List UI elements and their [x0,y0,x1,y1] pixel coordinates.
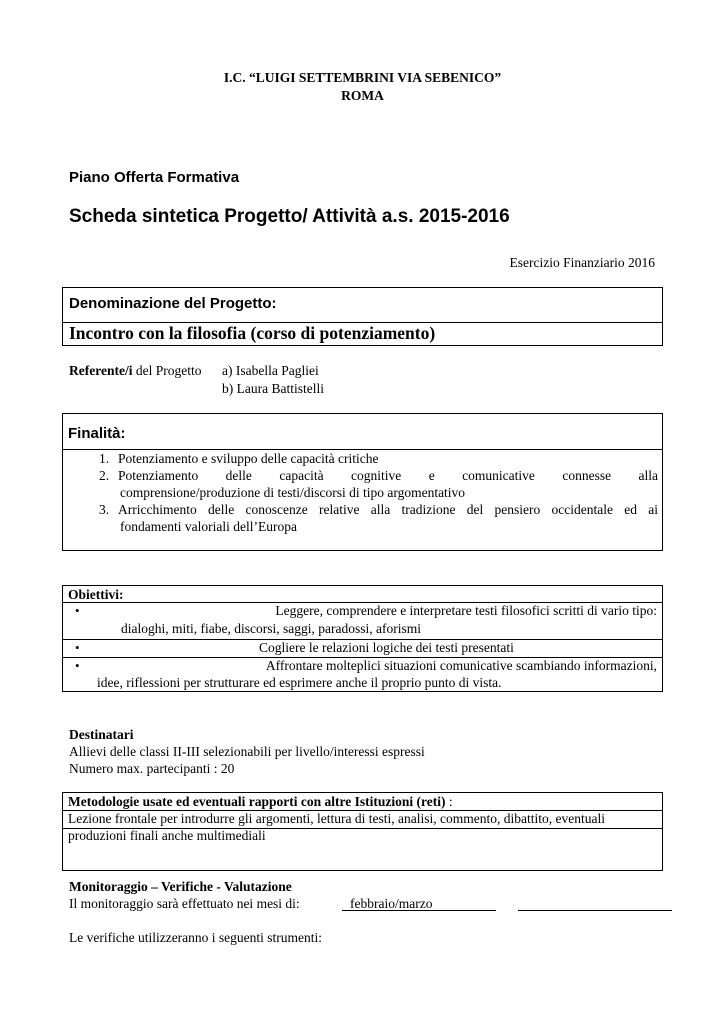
monitoraggio-months: febbraio/marzo [350,896,433,911]
finalita-item-1: Potenziamento e sviluppo delle capacità critiche [118,451,379,466]
obiettivo-1-cont: dialoghi, miti, fiabe, discorsi, saggi, paradossi, aforismi [121,621,421,636]
finalita-num-3: 3. [99,502,110,517]
school-city: ROMA [341,88,384,103]
obiettivo-3-cont: idee, riflessioni per strutturare ed esprimere anche il proprio punto di vista. [97,675,502,690]
destinatari-text: Allievi delle classi II-III selezionabili per livello/interessi espressi [69,744,425,759]
finalita-box [62,413,663,551]
metodologie-label-bold: Metodologie usate ed eventuali rapporti con altre Istituzioni (reti) [68,794,446,809]
finalita-item-3: Arricchimento delle conoscenze relative alla tradizione del pensiero occidentale ed ai [118,502,658,517]
project-label: Denominazione del Progetto: [69,295,277,312]
bullet-icon: • [75,640,80,655]
obiettivo-row-1 [63,603,662,639]
school-name: I.C. “LUIGI SETTEMBRINI VIA SEBENICO” [223,70,502,85]
referent-b: b) Laura Battistelli [222,381,324,396]
verifiche-text: Le verifiche utilizzeranno i seguenti strumenti: [69,930,323,945]
obiettivo-3: Affrontare molteplici situazioni comunicative scambiando informazioni, [265,658,657,673]
monitoraggio-months-field [342,896,496,911]
finalita-num-2: 2. [99,468,110,483]
obiettivo-1: Leggere, comprendere e interpretare testi filosofici scritti di vario tipo: [275,603,657,618]
finalita-divider [63,449,662,450]
destinatari-label: Destinatari [69,727,134,742]
metodologie-label [68,794,453,810]
monitoraggio-blank-field [518,896,672,911]
sheet-title: Scheda sintetica Progetto/ Attività a.s. 2015-2016 [69,206,510,227]
finalita-num-1: 1. [99,451,110,466]
monitoraggio-text: Il monitoraggio sarà effettuato nei mesi di: [69,896,300,911]
fiscal-year: Esercizio Finanziario 2016 [509,255,655,270]
referents-label [69,363,201,379]
monitoraggio-label: Monitoraggio – Verifiche - Valutazione [69,879,292,894]
bullet-icon: • [75,603,80,618]
obiettivi-label: Obiettivi: [68,587,124,602]
referents-label-rest: del Progetto [132,363,202,378]
finalita-item-2: Potenziamento delle capacità cognitive e comunicative connesse alla [118,468,658,483]
bullet-icon: • [75,658,80,673]
metodologie-text-cont: produzioni finali anche multimediali [68,828,266,843]
finalita-label: Finalità: [68,425,126,442]
referents-label-bold: Referente/i [69,363,133,378]
metodologie-label-suffix: : [445,794,453,809]
referent-a: a) Isabella Pagliei [222,363,319,378]
metodologie-text: Lezione frontale per introdurre gli argomenti, lettura di testi, analisi, commento, dibattito, eventuali [68,811,605,826]
obiettivo-row-3 [63,658,662,693]
plan-title: Piano Offerta Formativa [69,169,240,186]
project-name: Incontro con la filosofia (corso di potenziamento) [69,323,436,343]
metodologie-box [62,792,663,871]
obiettivi-box [62,585,663,692]
destinatari-max: Numero max. partecipanti : 20 [69,761,235,776]
obiettivo-2: Cogliere le relazioni logiche dei testi presentati [259,640,514,655]
finalita-item-2-cont: comprensione/produzione di testi/discorsi di tipo argomentativo [120,485,466,500]
obiettivo-row-2 [63,640,662,657]
project-box [62,287,663,346]
finalita-item-3-cont: fondamenti valoriali dell’Europa [120,519,297,534]
